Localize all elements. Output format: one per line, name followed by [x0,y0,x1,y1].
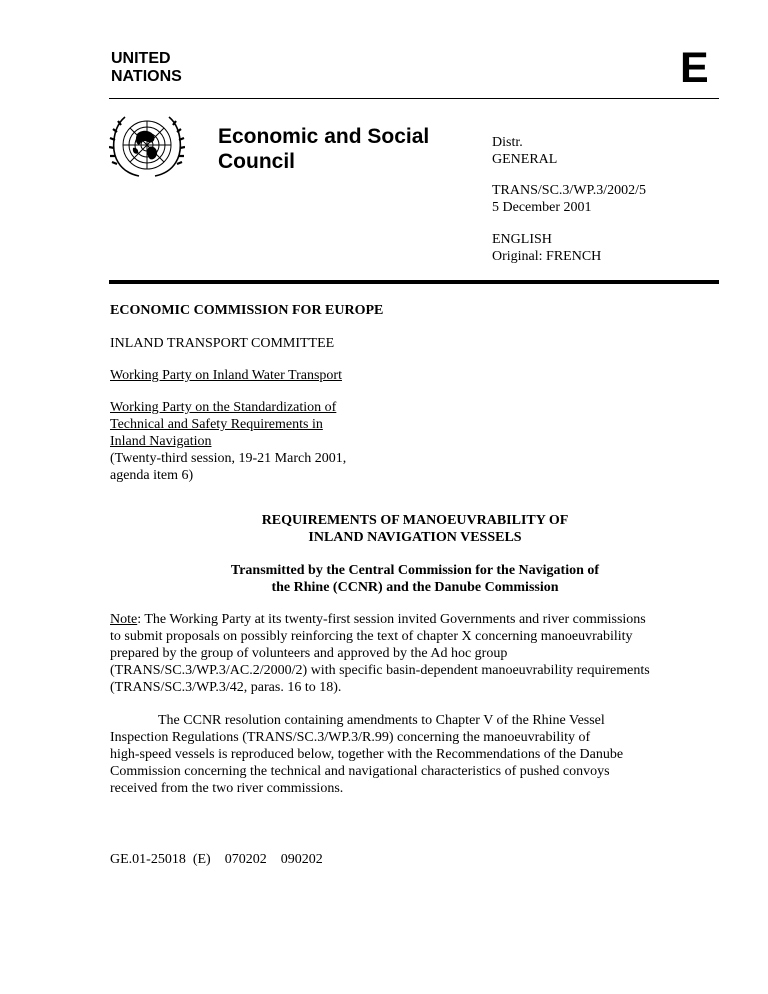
commission-heading: ECONOMIC COMMISSION FOR EUROPE [110,303,384,318]
header-divider [109,98,719,99]
note-line-4: (TRANS/SC.3/WP.3/AC.2/2000/2) with specific basin-dependent manoeuvrability requirements [110,663,650,678]
organization-name [111,50,182,86]
note-label: Note [110,612,138,627]
note-line-5: (TRANS/SC.3/WP.3/42, paras. 16 to 18). [110,680,342,695]
symbol-block [492,182,646,216]
paragraph-line-2: Inspection Regulations (TRANS/SC.3/WP.3/R.99) concerning the manoeuvrability of [110,730,591,745]
council-name [218,124,429,174]
paragraph-line-1: The CCNR resolution containing amendments to Chapter V of the Rhine Vessel [158,713,605,728]
transmitted-line-2: the Rhine (CCNR) and the Danube Commission [271,580,559,595]
org-line-1: UNITED [111,50,171,67]
council-line-2: Council [218,150,295,173]
session-line-2: agenda item 6) [110,468,194,483]
paragraph-line-4: Commission concerning the technical and navigational characteristics of pushed convoys [110,764,610,779]
paragraph-line-5: received from the two river commissions. [110,781,344,796]
note-paragraph [110,611,725,696]
working-party-heading: Working Party on Inland Water Transport [110,368,342,383]
document-title [110,512,720,546]
note-line-1: : The Working Party at its twenty-first session invited Governments and river commissions [137,612,646,627]
language-block [492,231,601,265]
body-paragraph [110,712,725,797]
header-thick-divider [109,280,719,284]
language-code: E [680,44,709,92]
sub-working-party-block [110,399,346,484]
distribution-block [492,134,557,168]
document-symbol: TRANS/SC.3/WP.3/2002/5 [492,183,647,198]
note-line-3: prepared by the group of volunteers and approved by the Ad hoc group [110,646,508,661]
org-line-2: NATIONS [111,68,182,85]
note-line-2: to submit proposals on possibly reinforcing the text of chapter X concerning manoeuvrability [110,629,633,644]
council-line-1: Economic and Social [218,125,430,148]
title-line-2: INLAND NAVIGATION VESSELS [308,530,522,545]
un-emblem-icon [109,114,185,180]
title-line-1: REQUIREMENTS OF MANOEUVRABILITY OF [261,513,569,528]
sub-party-line-2: Technical and Safety Requirements in [110,417,323,432]
committee-heading: INLAND TRANSPORT COMMITTEE [110,336,335,351]
document-date: 5 December 2001 [492,200,592,215]
distr-label: Distr. [492,135,523,150]
document-language: ENGLISH [492,232,552,247]
paragraph-line-3: high-speed vessels is reproduced below, together with the Recommendations of the Danube [110,747,624,762]
sub-party-line-3: Inland Navigation [110,434,212,449]
distr-value: GENERAL [492,152,558,167]
job-number: GE.01-25018 (E) 070202 090202 [110,852,323,867]
session-line-1: (Twenty-third session, 19-21 March 2001, [110,451,347,466]
transmitted-line-1: Transmitted by the Central Commission for the Navigation of [230,563,600,578]
sub-party-line-1: Working Party on the Standardization of [110,400,337,415]
transmitted-by [110,562,720,596]
original-language: Original: FRENCH [492,249,602,264]
